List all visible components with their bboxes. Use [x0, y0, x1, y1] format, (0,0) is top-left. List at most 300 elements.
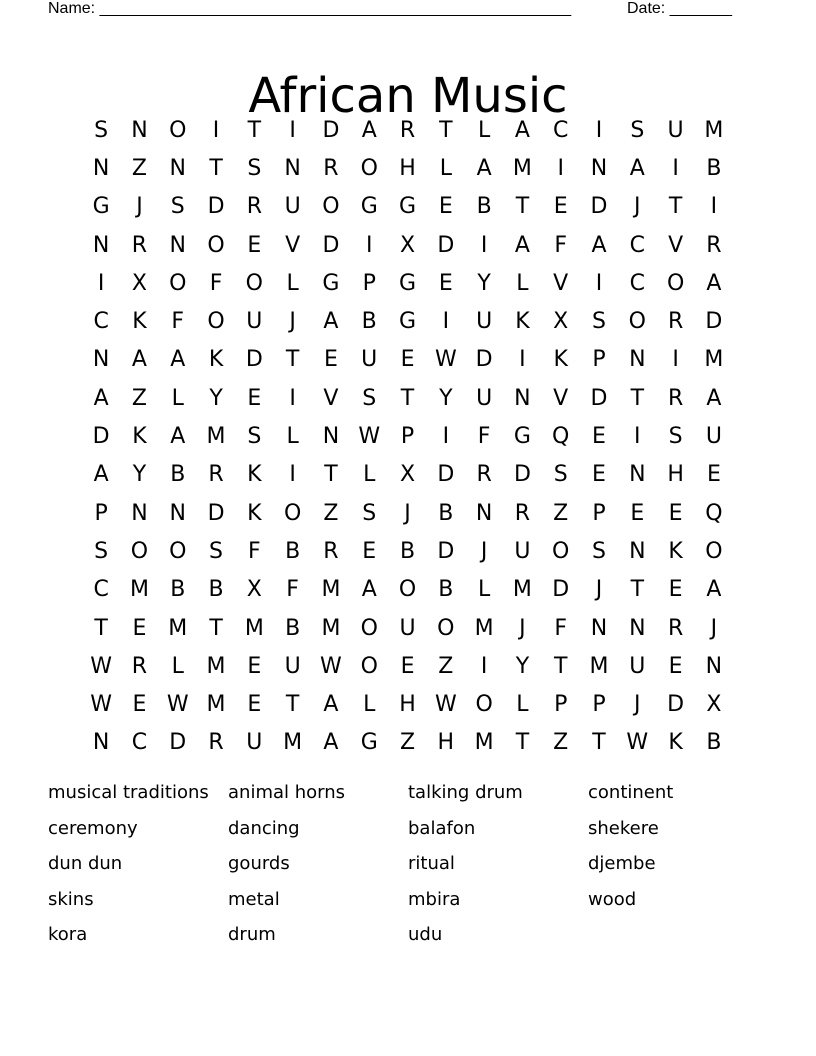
grid-letter[interactable]: K	[132, 424, 147, 450]
grid-letter[interactable]: E	[362, 538, 377, 564]
grid-letter[interactable]: M	[512, 577, 532, 603]
grid-letter[interactable]: B	[170, 462, 186, 488]
grid-letter[interactable]: A	[323, 309, 339, 335]
grid-letter[interactable]: V	[668, 232, 684, 258]
grid-letter[interactable]: R	[706, 232, 722, 258]
grid-letter[interactable]: Z	[438, 653, 454, 679]
grid-letter[interactable]: B	[438, 500, 454, 526]
grid-letter[interactable]: D	[207, 194, 225, 220]
grid-letter[interactable]: G	[513, 424, 531, 450]
grid-letter[interactable]: I	[710, 194, 718, 220]
grid-letter[interactable]: I	[480, 232, 488, 258]
grid-letter[interactable]: M	[474, 615, 494, 641]
grid-letter[interactable]: S	[362, 385, 377, 411]
grid-letter[interactable]: L	[171, 385, 184, 411]
grid-letter[interactable]: I	[595, 270, 603, 296]
grid-letter[interactable]: E	[400, 653, 415, 679]
grid-letter[interactable]: L	[363, 692, 376, 718]
grid-letter[interactable]: B	[438, 577, 454, 603]
grid-letter[interactable]: O	[169, 117, 187, 143]
grid-letter[interactable]: R	[246, 194, 262, 220]
grid-letter[interactable]: L	[286, 424, 299, 450]
grid-letter[interactable]: F	[477, 424, 491, 450]
grid-letter[interactable]: H	[399, 155, 416, 181]
grid-letter[interactable]: D	[705, 309, 723, 335]
grid-letter[interactable]: H	[437, 730, 455, 756]
grid-letter[interactable]: Q	[552, 424, 570, 450]
grid-letter[interactable]: R	[323, 538, 339, 564]
grid-letter[interactable]: M	[168, 615, 188, 641]
grid-letter[interactable]: S	[170, 194, 185, 220]
grid-letter[interactable]: O	[207, 232, 225, 258]
grid-letter[interactable]: S	[668, 424, 683, 450]
grid-letter[interactable]: J	[136, 194, 143, 220]
grid-letter[interactable]: E	[592, 462, 606, 488]
grid-letter[interactable]: G	[398, 309, 417, 335]
grid-letter[interactable]: D	[437, 232, 455, 258]
word-list-item: continent	[588, 782, 674, 803]
grid-letter[interactable]: U	[246, 309, 263, 335]
grid-letter[interactable]: E	[438, 270, 453, 296]
grid-letter[interactable]: K	[668, 538, 683, 564]
grid-row	[82, 341, 733, 379]
grid-letter[interactable]: T	[209, 155, 223, 181]
grid-letter[interactable]: N	[169, 500, 186, 526]
grid-letter[interactable]: D	[322, 117, 340, 143]
grid-letter[interactable]: I	[557, 155, 564, 181]
grid-letter[interactable]: J	[595, 577, 603, 603]
word-list-item: musical traditions	[48, 782, 209, 803]
grid-letter[interactable]: S	[592, 538, 606, 564]
grid-letter[interactable]: M	[283, 730, 303, 756]
grid-letter[interactable]: T	[94, 615, 108, 641]
grid-letter[interactable]: U	[246, 730, 263, 756]
grid-letter[interactable]: K	[553, 347, 568, 373]
word-list-item: skins	[48, 888, 94, 910]
grid-letter[interactable]: W	[90, 653, 113, 679]
grid-letter[interactable]: T	[553, 653, 568, 679]
grid-letter[interactable]: J	[634, 692, 641, 718]
grid-letter[interactable]: J	[404, 500, 411, 526]
grid-letter[interactable]: T	[515, 194, 530, 220]
grid-letter[interactable]: F	[248, 538, 261, 564]
grid-letter[interactable]: V	[553, 385, 569, 411]
grid-letter[interactable]: U	[705, 424, 722, 450]
grid-letter[interactable]: P	[362, 270, 376, 296]
grid-letter[interactable]: P	[592, 692, 606, 718]
grid-letter[interactable]: O	[705, 538, 723, 564]
grid-letter[interactable]: I	[672, 347, 679, 373]
grid-letter[interactable]: W	[166, 692, 189, 718]
grid-letter[interactable]: A	[361, 577, 377, 603]
grid-letter[interactable]: P	[94, 500, 108, 526]
grid-letter[interactable]: O	[552, 538, 570, 564]
grid-letter[interactable]: N	[629, 347, 646, 373]
grid-row	[82, 494, 733, 532]
grid-letter[interactable]: M	[474, 730, 494, 756]
grid-letter[interactable]: J	[289, 309, 296, 335]
grid-letter[interactable]: Q	[705, 500, 723, 526]
grid-letter[interactable]: V	[285, 232, 301, 258]
grid-letter[interactable]: E	[706, 462, 721, 488]
grid-letter[interactable]: N	[590, 155, 608, 181]
grid-letter[interactable]: T	[285, 347, 300, 373]
grid-letter[interactable]: W	[90, 692, 113, 718]
grid-letter[interactable]: T	[630, 385, 645, 411]
grid-letter[interactable]: D	[207, 500, 225, 526]
grid-letter[interactable]: S	[94, 117, 109, 143]
grid-letter[interactable]: N	[92, 730, 110, 756]
grid-letter[interactable]: C	[629, 232, 645, 258]
grid-letter[interactable]: X	[246, 577, 262, 603]
grid-letter[interactable]: R	[208, 462, 224, 488]
grid-letter[interactable]: G	[360, 194, 378, 220]
grid-letter[interactable]: N	[475, 500, 493, 526]
grid-letter[interactable]: M	[129, 577, 149, 603]
grid-letter[interactable]: N	[131, 500, 148, 526]
grid-letter[interactable]: L	[516, 270, 529, 296]
grid-letter[interactable]: W	[434, 347, 457, 373]
grid-letter[interactable]: H	[399, 692, 416, 718]
grid-letter[interactable]: W	[626, 730, 649, 756]
grid-letter[interactable]: M	[704, 347, 724, 373]
grid-letter[interactable]: O	[360, 653, 378, 679]
grid-letter[interactable]: T	[324, 462, 338, 488]
grid-letter[interactable]: B	[706, 730, 722, 756]
grid-letter[interactable]: B	[208, 577, 224, 603]
grid-letter[interactable]: V	[323, 385, 339, 411]
grid-letter[interactable]: E	[132, 692, 147, 718]
grid-letter[interactable]: X	[131, 270, 147, 296]
grid-letter[interactable]: R	[514, 500, 531, 526]
grid-letter[interactable]: F	[286, 577, 299, 603]
grid-letter[interactable]: I	[289, 462, 296, 488]
grid-letter[interactable]: S	[362, 500, 377, 526]
grid-letter[interactable]: O	[666, 270, 685, 296]
grid-letter[interactable]: T	[439, 117, 453, 143]
grid-letter[interactable]: F	[554, 615, 568, 641]
grid-letter[interactable]: B	[476, 194, 492, 220]
grid-letter[interactable]: U	[284, 653, 301, 679]
grid-letter[interactable]: D	[437, 538, 455, 564]
grid-letter[interactable]: S	[94, 538, 109, 564]
grid-letter[interactable]: K	[668, 730, 683, 756]
grid-letter[interactable]: A	[514, 232, 530, 258]
grid-letter[interactable]: Z	[553, 730, 569, 756]
grid-letter[interactable]: A	[323, 730, 339, 756]
grid-letter[interactable]: L	[286, 270, 299, 296]
grid-letter[interactable]: R	[131, 653, 148, 679]
grid-letter[interactable]: D	[437, 462, 455, 488]
grid-letter[interactable]: L	[477, 577, 491, 603]
grid-letter[interactable]: A	[323, 692, 339, 718]
grid-letter[interactable]: N	[629, 538, 646, 564]
grid-letter[interactable]: M	[512, 155, 532, 181]
grid-letter[interactable]: I	[519, 347, 526, 373]
grid-letter[interactable]: S	[630, 117, 645, 143]
grid-letter[interactable]: C	[93, 309, 109, 335]
grid-letter[interactable]: M	[321, 615, 341, 641]
grid-letter[interactable]: R	[476, 462, 492, 488]
grid-letter[interactable]: R	[323, 155, 339, 181]
grid-letter[interactable]: C	[629, 270, 645, 296]
grid-row	[82, 417, 733, 455]
grid-letter[interactable]: E	[132, 615, 147, 641]
grid-letter[interactable]: I	[672, 155, 679, 181]
grid-letter[interactable]: N	[92, 155, 110, 181]
grid-letter[interactable]: R	[667, 385, 684, 411]
grid-letter[interactable]: U	[284, 194, 301, 220]
grid-letter[interactable]: K	[247, 500, 262, 526]
grid-letter[interactable]: B	[285, 615, 301, 641]
grid-letter[interactable]: A	[361, 117, 377, 143]
grid-letter[interactable]: Y	[132, 462, 147, 488]
grid-letter[interactable]: S	[247, 424, 262, 450]
grid-letter[interactable]: X	[706, 692, 722, 718]
grid-letter[interactable]: N	[629, 462, 646, 488]
grid-letter[interactable]: N	[169, 155, 186, 181]
grid-letter[interactable]: Y	[209, 385, 223, 411]
grid-letter[interactable]: P	[592, 500, 606, 526]
grid-letter[interactable]: U	[667, 117, 684, 143]
grid-letter[interactable]: Z	[553, 500, 569, 526]
grid-letter[interactable]: T	[630, 577, 645, 603]
word-list-item: shekere	[588, 817, 659, 839]
grid-letter[interactable]: I	[365, 232, 373, 258]
grid-letter[interactable]: U	[476, 309, 493, 335]
grid-letter[interactable]: X	[553, 309, 569, 335]
grid-letter[interactable]: R	[131, 232, 148, 258]
grid-letter[interactable]: X	[399, 462, 416, 488]
grid-letter[interactable]: L	[363, 462, 376, 488]
grid-letter[interactable]: S	[209, 538, 224, 564]
grid-letter[interactable]: E	[247, 692, 262, 718]
grid-letter[interactable]: N	[590, 615, 608, 641]
grid-letter[interactable]: U	[476, 385, 493, 411]
grid-letter[interactable]: T	[515, 730, 530, 756]
grid-letter[interactable]: G	[360, 730, 378, 756]
grid-letter[interactable]: A	[170, 347, 186, 373]
grid-row	[82, 456, 733, 494]
grid-letter[interactable]: U	[629, 653, 646, 679]
grid-letter[interactable]: C	[131, 730, 148, 756]
grid-letter[interactable]: A	[131, 347, 147, 373]
grid-letter[interactable]: K	[132, 309, 147, 335]
grid-letter[interactable]: H	[667, 462, 684, 488]
grid-letter[interactable]: O	[360, 615, 378, 641]
grid-letter[interactable]: D	[169, 730, 187, 756]
grid-letter[interactable]: J	[480, 538, 488, 564]
grid-letter[interactable]: S	[553, 462, 568, 488]
grid-letter[interactable]: T	[209, 615, 223, 641]
grid-letter[interactable]: A	[591, 232, 607, 258]
grid-letter[interactable]: U	[514, 538, 531, 564]
grid-letter[interactable]: D	[92, 424, 110, 450]
grid-letter[interactable]: W	[358, 424, 381, 450]
grid-letter[interactable]: A	[514, 117, 530, 143]
grid-letter[interactable]: A	[170, 424, 186, 450]
grid-letter[interactable]: R	[667, 615, 684, 641]
grid-letter[interactable]: L	[477, 117, 491, 143]
grid-letter[interactable]: N	[92, 232, 110, 258]
grid-letter[interactable]: B	[170, 577, 186, 603]
grid-letter[interactable]: Y	[477, 270, 491, 296]
grid-letter[interactable]: O	[360, 155, 378, 181]
grid-letter[interactable]: I	[480, 653, 488, 679]
grid-letter[interactable]: K	[515, 309, 530, 335]
grid-letter[interactable]: A	[476, 155, 492, 181]
grid-letter[interactable]: E	[553, 194, 568, 220]
grid-letter[interactable]: A	[706, 577, 722, 603]
grid-letter[interactable]: I	[97, 270, 105, 296]
grid-letter[interactable]: E	[438, 194, 453, 220]
grid-letter[interactable]: T	[247, 117, 262, 143]
grid-letter[interactable]: R	[667, 309, 684, 335]
grid-letter[interactable]: N	[322, 424, 340, 450]
grid-letter[interactable]: D	[590, 385, 608, 411]
grid-letter[interactable]: Z	[131, 155, 147, 181]
grid-letter[interactable]: F	[171, 309, 185, 335]
grid-letter[interactable]: P	[554, 692, 568, 718]
grid-letter[interactable]: O	[475, 692, 493, 718]
grid-letter[interactable]: I	[442, 424, 450, 450]
grid-letter[interactable]: L	[516, 692, 529, 718]
grid-letter[interactable]: P	[400, 424, 415, 450]
grid-letter[interactable]: G	[398, 194, 417, 220]
grid-letter[interactable]: O	[322, 194, 340, 220]
grid-letter[interactable]: M	[206, 692, 226, 718]
grid-letter[interactable]: N	[169, 232, 186, 258]
grid-letter[interactable]: F	[209, 270, 223, 296]
grid-letter[interactable]: D	[552, 577, 570, 603]
grid-letter[interactable]: A	[93, 462, 109, 488]
grid-letter[interactable]: E	[592, 424, 606, 450]
grid-letter[interactable]: G	[322, 270, 340, 296]
grid-letter[interactable]: W	[320, 653, 342, 679]
grid-letter[interactable]: D	[590, 194, 608, 220]
grid-letter[interactable]: N	[284, 155, 301, 181]
grid-letter[interactable]: R	[399, 117, 416, 143]
grid-letter[interactable]: I	[595, 117, 603, 143]
grid-letter[interactable]: D	[513, 462, 531, 488]
grid-letter[interactable]: R	[208, 730, 224, 756]
grid-letter[interactable]: T	[400, 385, 415, 411]
grid-letter[interactable]: I	[442, 309, 450, 335]
grid-row	[82, 226, 733, 264]
grid-letter[interactable]: K	[247, 462, 262, 488]
grid-letter[interactable]: U	[361, 347, 378, 373]
grid-letter[interactable]: E	[400, 347, 415, 373]
grid-letter[interactable]: E	[668, 500, 683, 526]
grid-letter[interactable]: B	[399, 538, 416, 564]
grid-letter[interactable]: O	[130, 538, 149, 564]
grid-letter[interactable]: C	[93, 577, 109, 603]
grid-letter[interactable]: O	[245, 270, 263, 296]
grid-letter[interactable]: L	[171, 653, 184, 679]
grid-letter[interactable]: N	[131, 117, 148, 143]
grid-letter[interactable]: M	[206, 424, 226, 450]
grid-letter[interactable]: N	[92, 347, 110, 373]
grid-letter[interactable]: S	[592, 309, 606, 335]
grid-letter[interactable]: J	[710, 615, 718, 641]
grid-letter[interactable]: B	[361, 309, 377, 335]
grid-letter[interactable]: N	[705, 653, 723, 679]
grid-letter[interactable]: C	[553, 117, 569, 143]
grid-letter[interactable]: O	[283, 500, 302, 526]
grid-letter[interactable]: A	[629, 155, 645, 181]
grid-letter[interactable]: N	[629, 615, 646, 641]
grid-letter[interactable]: L	[439, 155, 452, 181]
grid-letter[interactable]: E	[247, 232, 262, 258]
grid-letter[interactable]: Z	[131, 385, 147, 411]
grid-letter[interactable]: D	[667, 692, 685, 718]
grid-letter[interactable]: M	[321, 577, 341, 603]
grid-letter[interactable]: A	[706, 270, 722, 296]
grid-letter[interactable]: I	[289, 385, 296, 411]
grid-letter[interactable]: D	[245, 347, 263, 373]
grid-letter[interactable]: O	[398, 577, 417, 603]
grid-letter[interactable]: D	[322, 232, 340, 258]
grid-letter[interactable]: G	[92, 194, 110, 220]
grid-letter[interactable]: E	[668, 653, 683, 679]
grid-letter[interactable]: Z	[323, 500, 339, 526]
grid-letter[interactable]: I	[212, 117, 220, 143]
grid-letter[interactable]: M	[704, 117, 724, 143]
grid-row	[82, 571, 733, 609]
grid-letter[interactable]: D	[475, 347, 493, 373]
grid-letter[interactable]: K	[208, 347, 224, 373]
grid-letter[interactable]: I	[634, 424, 641, 450]
grid-letter[interactable]: O	[169, 270, 187, 296]
grid-letter[interactable]: A	[93, 385, 109, 411]
grid-letter[interactable]: Z	[399, 730, 416, 756]
grid-letter[interactable]: E	[247, 385, 262, 411]
grid-letter[interactable]: S	[247, 155, 262, 181]
grid-letter[interactable]: Y	[439, 385, 453, 411]
grid-letter[interactable]: T	[668, 194, 683, 220]
grid-letter[interactable]: Y	[515, 653, 530, 679]
grid-letter[interactable]: O	[437, 615, 455, 641]
grid-letter[interactable]: O	[207, 309, 225, 335]
grid-letter[interactable]: W	[434, 692, 457, 718]
grid-letter[interactable]: I	[289, 117, 296, 143]
grid-letter[interactable]: T	[592, 730, 606, 756]
grid-letter[interactable]: B	[706, 155, 722, 181]
word-list-item: ceremony	[48, 817, 138, 839]
grid-letter[interactable]: F	[554, 232, 568, 258]
grid-letter[interactable]: U	[399, 615, 416, 641]
grid-letter[interactable]: E	[247, 653, 262, 679]
grid-letter[interactable]: E	[630, 500, 645, 526]
grid-letter[interactable]: O	[628, 309, 646, 335]
grid-letter[interactable]: J	[634, 194, 641, 220]
grid-letter[interactable]: V	[553, 270, 569, 296]
grid-letter[interactable]: T	[285, 692, 300, 718]
grid-letter[interactable]: B	[285, 538, 301, 564]
grid-letter[interactable]: E	[323, 347, 338, 373]
grid-letter[interactable]: M	[244, 615, 264, 641]
grid-letter[interactable]: N	[514, 385, 531, 411]
grid-letter[interactable]: X	[399, 232, 416, 258]
grid-letter[interactable]: M	[589, 653, 609, 679]
grid-letter[interactable]: A	[706, 385, 722, 411]
grid-letter[interactable]: M	[206, 653, 226, 679]
grid-letter[interactable]: P	[592, 347, 606, 373]
grid-letter[interactable]: J	[519, 615, 526, 641]
grid-letter[interactable]: E	[668, 577, 683, 603]
grid-letter[interactable]: O	[169, 538, 187, 564]
grid-letter[interactable]: G	[398, 270, 417, 296]
